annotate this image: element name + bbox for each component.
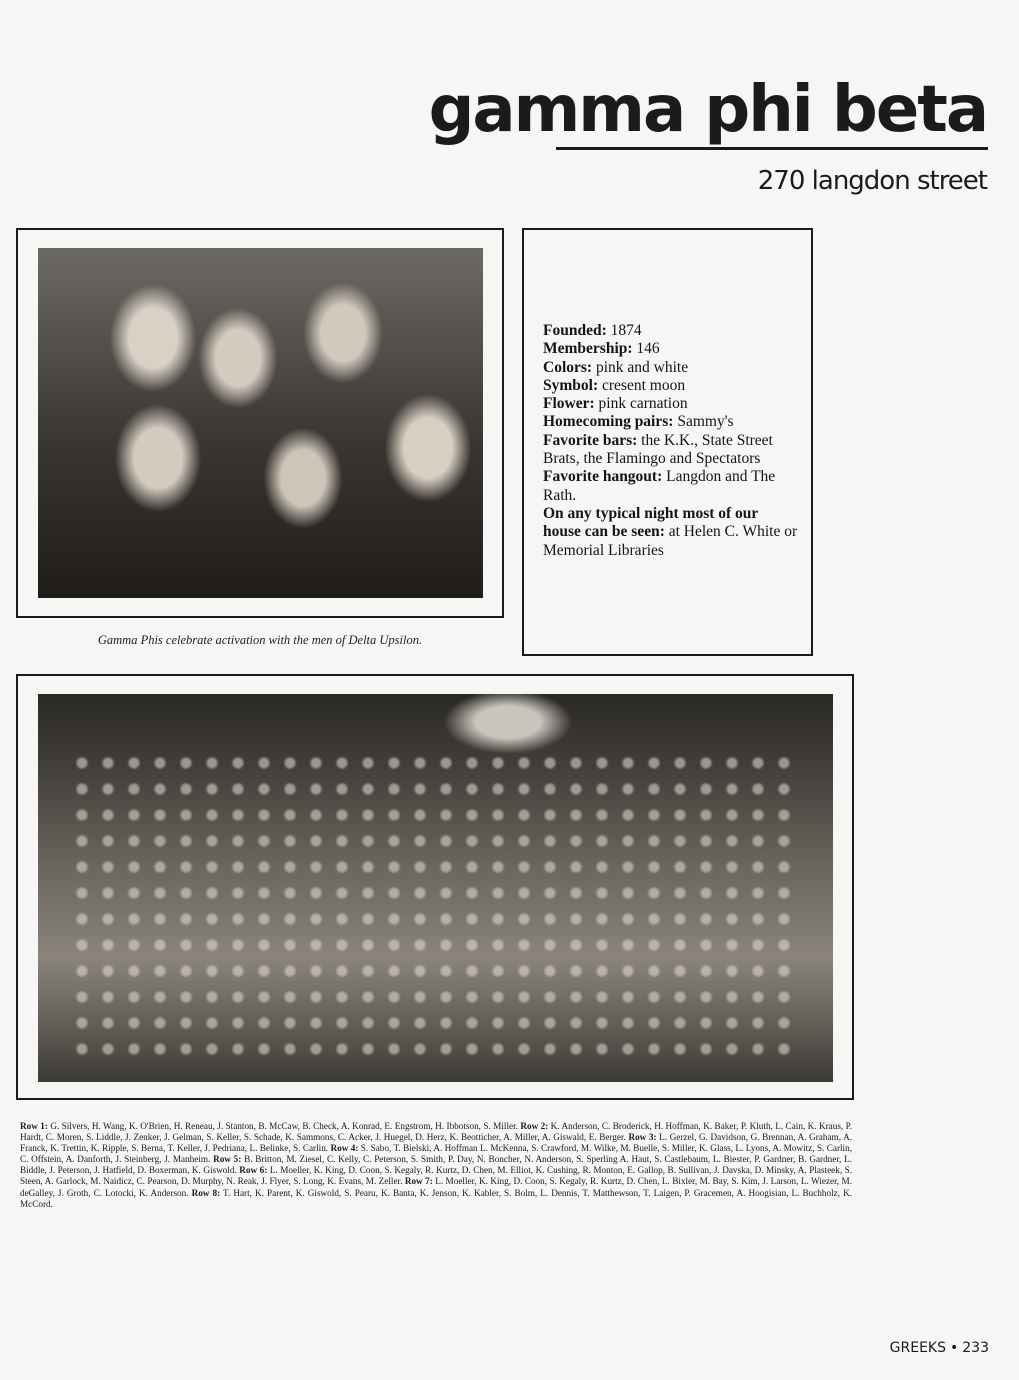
fact-membership: Membership: 146: [543, 340, 660, 358]
page-number: 233: [962, 1340, 989, 1356]
row-names: L. Moeller, K. King, D. Coon, S. Kegaly, R. Kurtz, D. Chen, L. Bixler, M. Bay, S. Kim, J. Larson, L. Wiezer, M. deGalley, J. Groth, C. Lotocki, K. Anderson.: [20, 1176, 852, 1198]
row-names: K. Anderson, C. Broderick, H. Hoffman, K. Baker, P. Kluth, L. Cain, K. Kraus, P. Hardt, C. Moren, S. Liddle, J. Zenker, J. Gelman, S. Keller, S. Schade, K. Sammons, C. Acker, J. Huegel, D. Herz, K. Beotticher, A. Miller, A. Giswald, E. Berger.: [20, 1121, 852, 1143]
row-label: Row 2:: [520, 1121, 549, 1131]
row-label: Row 1:: [20, 1121, 48, 1131]
row-label: Row 4:: [330, 1143, 359, 1154]
bullet: •: [950, 1340, 959, 1356]
chapter-title: gamma phi beta: [428, 73, 987, 147]
row-label: Row 8:: [191, 1187, 221, 1198]
row-names: T. Hart, K. Parent, K. Giswold, S. Pearu, K. Banta, K. Jenson, K. Kabler, S. Bolm, L. Dennis, T. Matthewson, T. Laigen, P. Gracemen, A. Hoogisian, L. Buchholz, K. McCord.: [20, 1187, 853, 1209]
group-photo: [38, 694, 833, 1082]
row-label: Row 5:: [213, 1154, 242, 1165]
section-name: GREEKS: [889, 1340, 946, 1356]
top-photo-caption: Gamma Phis celebrate activation with the men of Delta Upsilon.: [97, 633, 423, 647]
fact-symbol: Symbol: cresent moon: [543, 376, 686, 394]
row-label: Row 3:: [628, 1132, 657, 1143]
fact-homecoming-pairs: Homecoming pairs: Sammy's: [543, 413, 734, 431]
page-folio: [890, 1340, 989, 1356]
chapter-address: 270 langdon street: [757, 166, 987, 196]
row-names: S. Sabo, T. Bielski, A. Hoffman L. McKenna, S. Crawford, M. Wilke, M. Buelle, S. Miller, K. Glass, L. Lyons, A. Mowitz, S. Carlin, C. Offstein, A. Danforth, J. Steinberg, J. Manheim.: [20, 1143, 852, 1165]
fact-typical-night: On any typical night most of our house can be seen: at Helen C. White or Memorial Libraries: [543, 504, 798, 559]
row-names: L. Moeller, K. King, D. Coon, S. Kegaly, R. Kurtz, D. Chen, M. Elliot, K. Cushing, R. Monton, E. Gallop, B. Sullivan, J. Davska, D. Minsky, A. Plasteek, S. Steen, A. Garlock, M. Naidicz, C. Pearson, D. Murphy, N. Reak, J. Flyer, S. Long, K. Evans, M. Zeller.: [20, 1165, 853, 1187]
fact-colors: Colors: pink and white: [543, 358, 689, 376]
row-names: G. Silvers, H. Wang, K. O'Brien, H. Reneau, J. Stanton, B. McCaw, B. Check, A. Konrad, E. Engstrom, H. Ibbotson, S. Miller.: [50, 1121, 518, 1131]
fact-list: [543, 322, 798, 560]
fact-founded: Founded: 1874: [543, 322, 642, 339]
member-names: [20, 1121, 852, 1210]
title-rule: [556, 147, 988, 150]
fact-favorite-hangout: Favorite hangout: Langdon and The Rath.: [543, 468, 776, 504]
row-label: Row 6:: [239, 1165, 268, 1176]
fact-flower: Flower: pink carnation: [543, 395, 688, 413]
row-label: Row 7:: [404, 1176, 433, 1187]
row-names: B. Britton, M. Ziesel, C. Kelly, C. Peterson, S. Smith, P. Day, N. Boncher, N. Anderson, S. Sperling A. Haut, S. Castlebaum, L. Biester, P. Gardner, B. Gardner, L. Biddle, J. Peterson, J. Hatfield, D. Boxerman, K. Giswold.: [20, 1154, 852, 1176]
top-photo: [38, 248, 483, 598]
row-names: L. Gerzel, G. Davidson, G. Brennan, A. Graham, A. Franck, K. Trettin, K. Ripple, S. Berna, T. Keller, J. Pedriana, L. Belinke, S. Carlin.: [20, 1132, 853, 1154]
fact-favorite-bars: Favorite bars: the K.K., State Street Brats, the Flamingo and Spectators: [543, 431, 773, 468]
